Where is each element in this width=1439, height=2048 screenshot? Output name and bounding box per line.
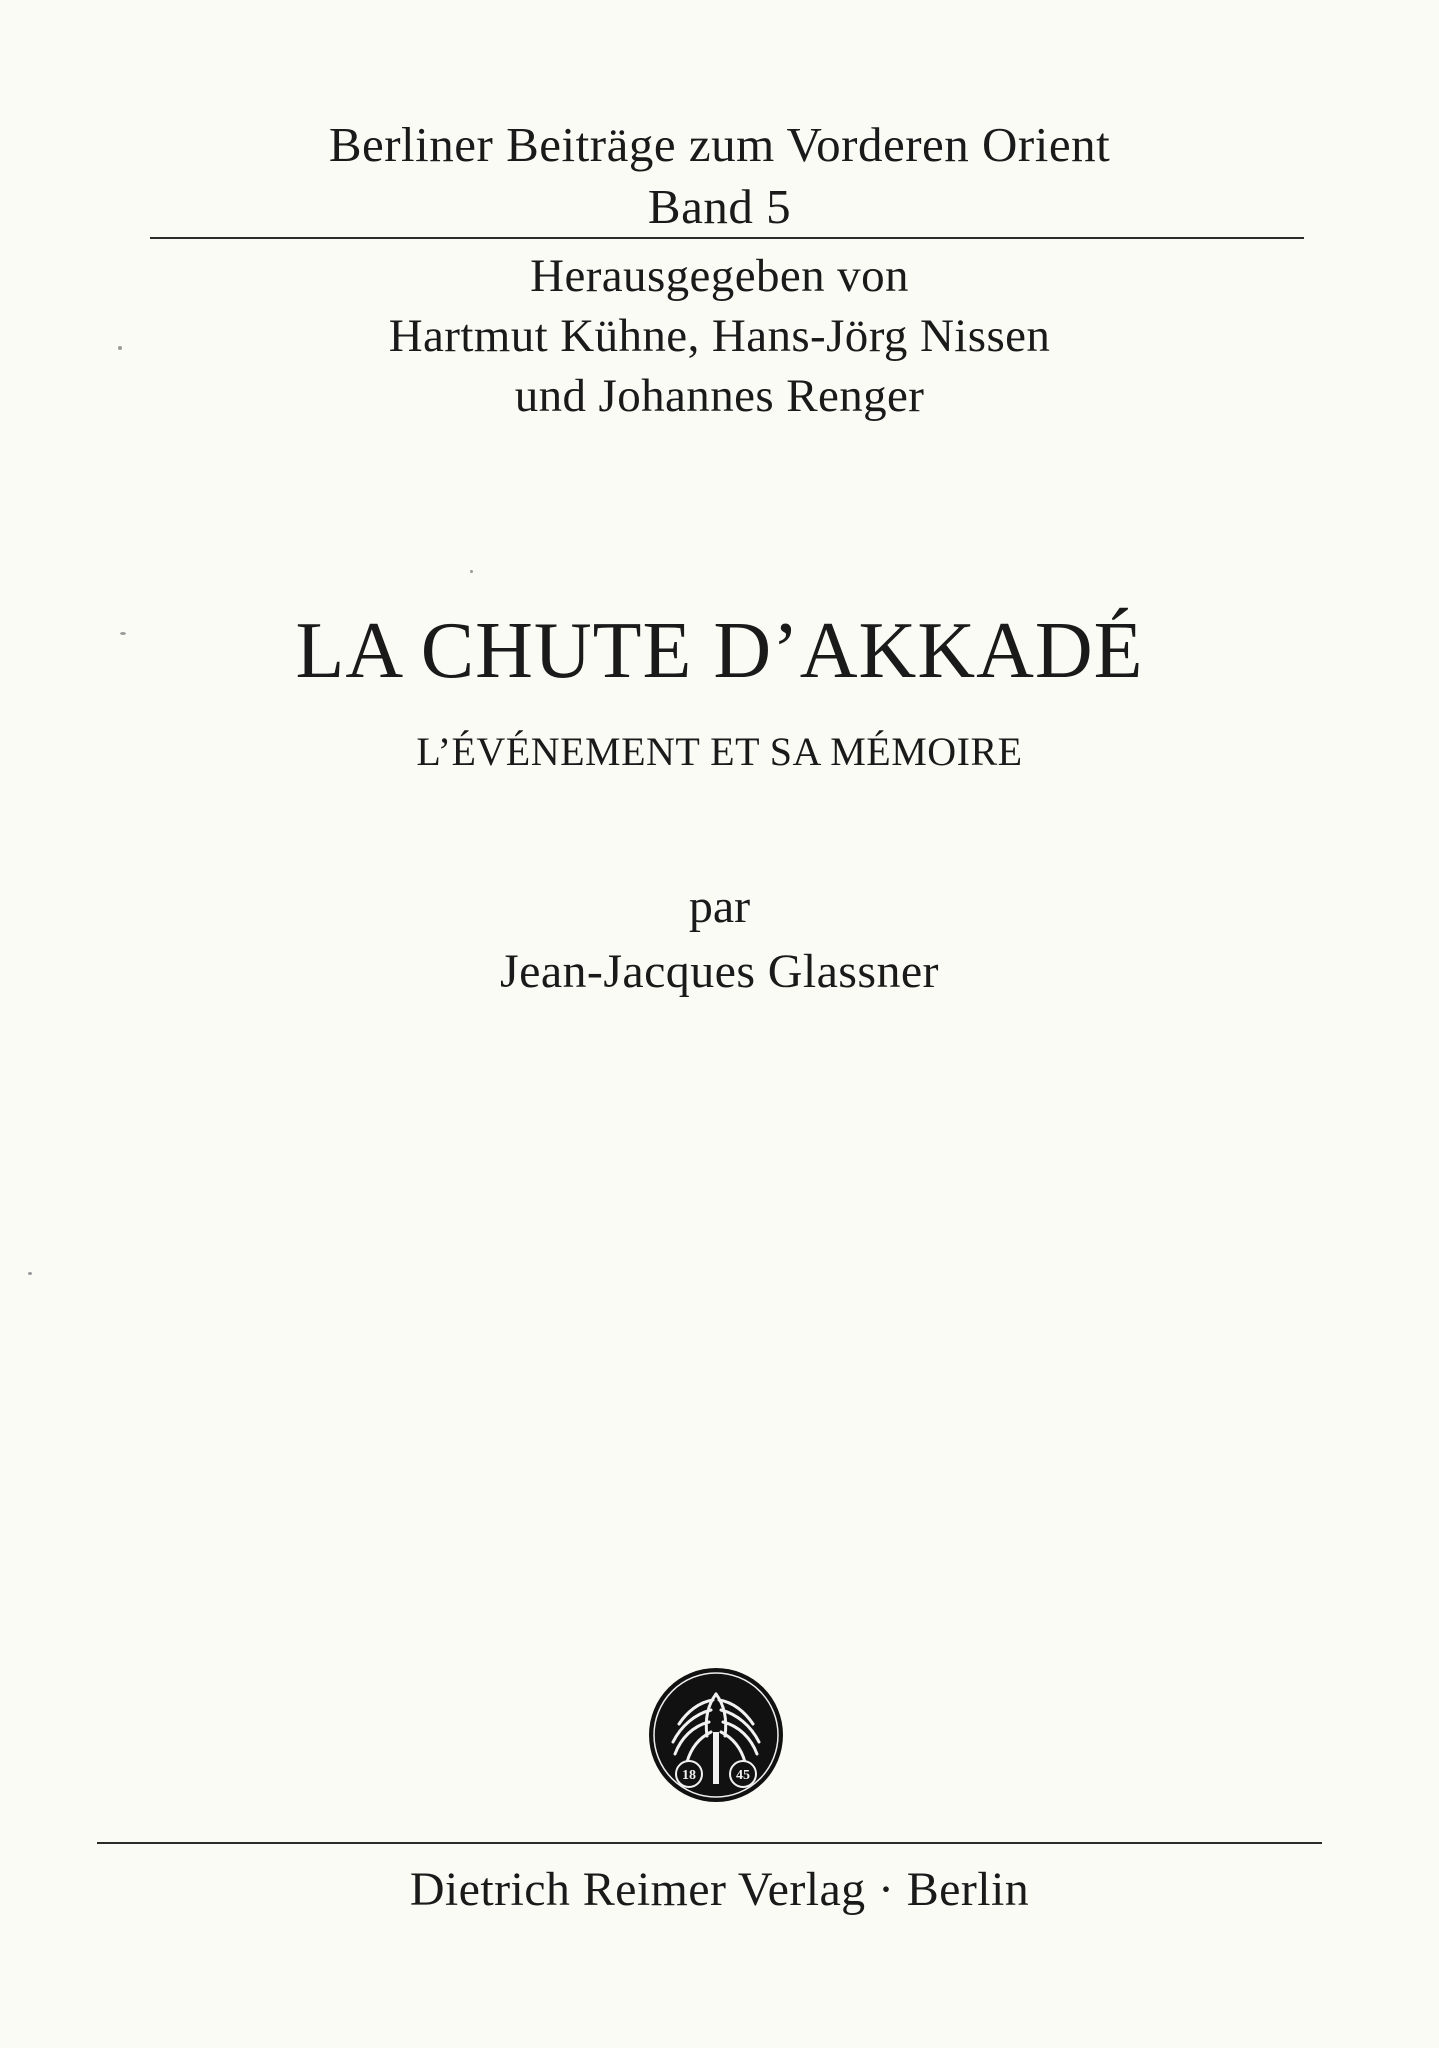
palm-tree-emblem-icon (647, 1666, 785, 1804)
paper-speck (28, 1272, 32, 1275)
bottom-divider (97, 1842, 1322, 1844)
editors-names-cont: und Johannes Renger (514, 370, 925, 422)
book-subtitle: L’ÉVÉNEMENT ET SA MÉMOIRE (416, 729, 1023, 774)
top-divider (150, 237, 1304, 239)
series-header (0, 114, 1439, 238)
paper-speck (470, 570, 473, 573)
book-title: LA CHUTE D’AKKADÉ (295, 607, 1144, 695)
logo-year-left: 18 (682, 1768, 696, 1783)
series-title: Berliner Beiträge zum Vorderen Orient (328, 117, 1111, 172)
editors-intro: Herausgegeben von (530, 250, 909, 302)
publisher-imprint: Dietrich Reimer Verlag · Berlin (409, 1863, 1030, 1916)
editors-block (0, 246, 1439, 426)
author-name: Jean-Jacques Glassner (500, 945, 939, 998)
author-preposition: par (688, 880, 751, 933)
series-volume: Band 5 (647, 179, 792, 234)
logo-year-right: 45 (736, 1768, 750, 1783)
editors-names: Hartmut Kühne, Hans-Jörg Nissen (388, 310, 1051, 362)
